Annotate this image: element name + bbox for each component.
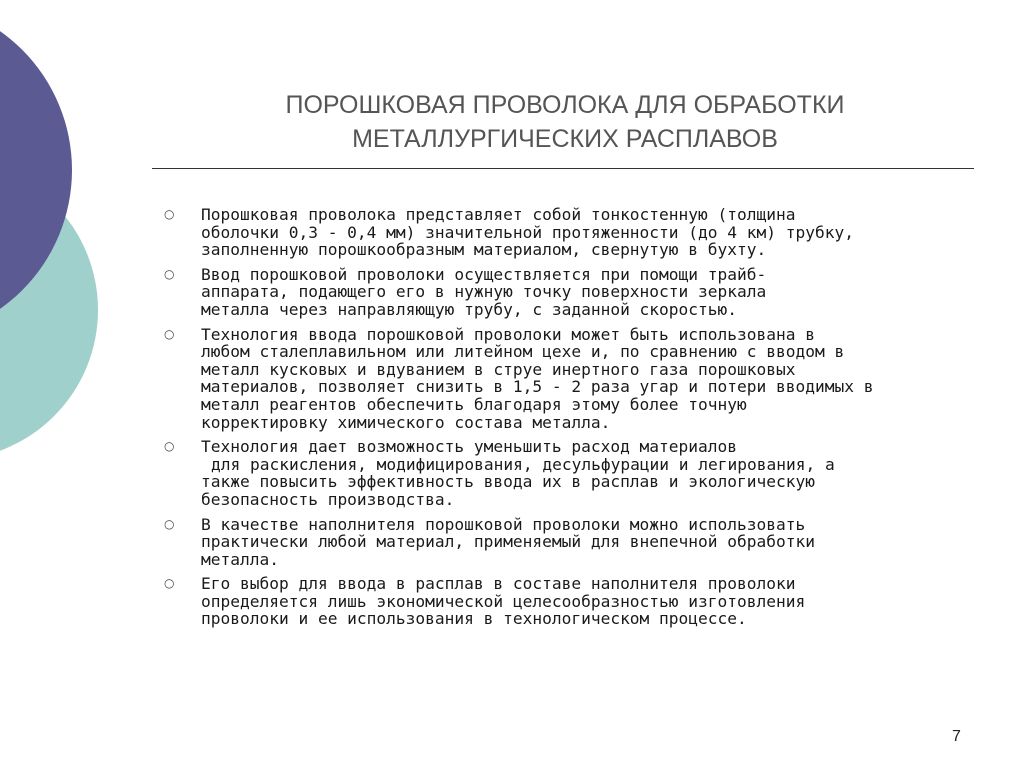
page-number: 7 — [952, 728, 961, 745]
bullet-6-line-2: определяется лишь экономической целесообразностью изготовления — [201, 591, 806, 611]
bullet-2-line-1: Ввод порошковой проволоки осуществляется при помощи трайб- — [201, 264, 767, 284]
bullet-4-line-2: для раскисления, модифицирования, десульфурации и легирования, а — [211, 454, 835, 474]
title-divider — [152, 168, 974, 169]
bullet-list — [160, 206, 980, 635]
bullet-circle-icon: ○ — [164, 439, 175, 454]
slide-title — [150, 88, 980, 156]
bullet-3-line-3: металл кусковых и вдуванием в струе инертного газа порошковых — [201, 359, 796, 379]
bullet-2-line-2: аппарата, подающего его в нужную точку поверхности зеркала — [201, 282, 767, 302]
bullet-3-line-1: Технология ввода порошковой проволоки может быть использована в — [201, 324, 815, 344]
bullet-4-line-4: безопасность производства. — [201, 489, 455, 509]
bullet-item-3 — [160, 326, 980, 432]
bullet-circle-icon: ○ — [164, 576, 175, 591]
slide-title-line-1: ПОРОШКОВАЯ ПРОВОЛОКА ДЛЯ ОБРАБОТКИ — [285, 91, 845, 119]
bullet-3-line-2: любом сталеплавильном или литейном цехе и, по сравнению с вводом в — [201, 342, 845, 362]
bullet-circle-icon: ○ — [164, 266, 175, 281]
bullet-4-line-1: Технология дает возможность уменьшить расход материалов — [201, 437, 738, 457]
bullet-6-line-3: проволоки и ее использования в технологическом процессе. — [201, 609, 747, 629]
bullet-3-line-4: материалов, позволяет снизить в 1,5 - 2 раза угар и потери вводимых в — [201, 377, 874, 397]
bullet-5-line-1: В качестве наполнителя порошковой проволоки можно использовать — [201, 514, 806, 534]
bullet-3-line-6: корректировку химического состава металла. — [201, 412, 611, 432]
bullet-circle-icon: ○ — [164, 207, 175, 221]
bullet-5-line-3: металла. — [201, 549, 279, 569]
bullet-circle-icon: ○ — [164, 326, 175, 341]
bullet-4-line-3: также повысить эффективность ввода их в расплав и экологическую — [201, 472, 815, 492]
bullet-circle-icon: ○ — [164, 516, 175, 531]
bullet-item-6 — [160, 575, 980, 628]
bullet-item-2 — [160, 266, 980, 319]
bullet-5-line-2: практически любой материал, применяемый для внепечной обработки — [201, 532, 815, 552]
bullet-6-line-1: Его выбор для ввода в расплав в составе наполнителя проволоки — [201, 574, 796, 594]
slide-title-line-2: МЕТАЛЛУРГИЧЕСКИХ РАСПЛАВОВ — [352, 125, 778, 153]
bullet-1-line-3: заполненную порошкообразным материалом, свернутую в бухту. — [201, 240, 767, 260]
bullet-1-line-2: оболочки 0,3 - 0,4 мм) значительной протяженности (до 4 км) трубку, — [201, 222, 854, 242]
bullet-1-line-1: Порошковая проволока представляет собой тонкостенную (толщина — [201, 205, 796, 224]
bullet-2-line-3: металла через направляющую трубу, с заданной скоростью. — [201, 299, 738, 319]
bullet-item-1 — [160, 206, 980, 259]
bullet-item-5 — [160, 516, 980, 569]
bullet-3-line-5: металл реагентов обеспечить благодаря этому более точную — [201, 394, 747, 414]
bullet-item-4 — [160, 438, 980, 508]
